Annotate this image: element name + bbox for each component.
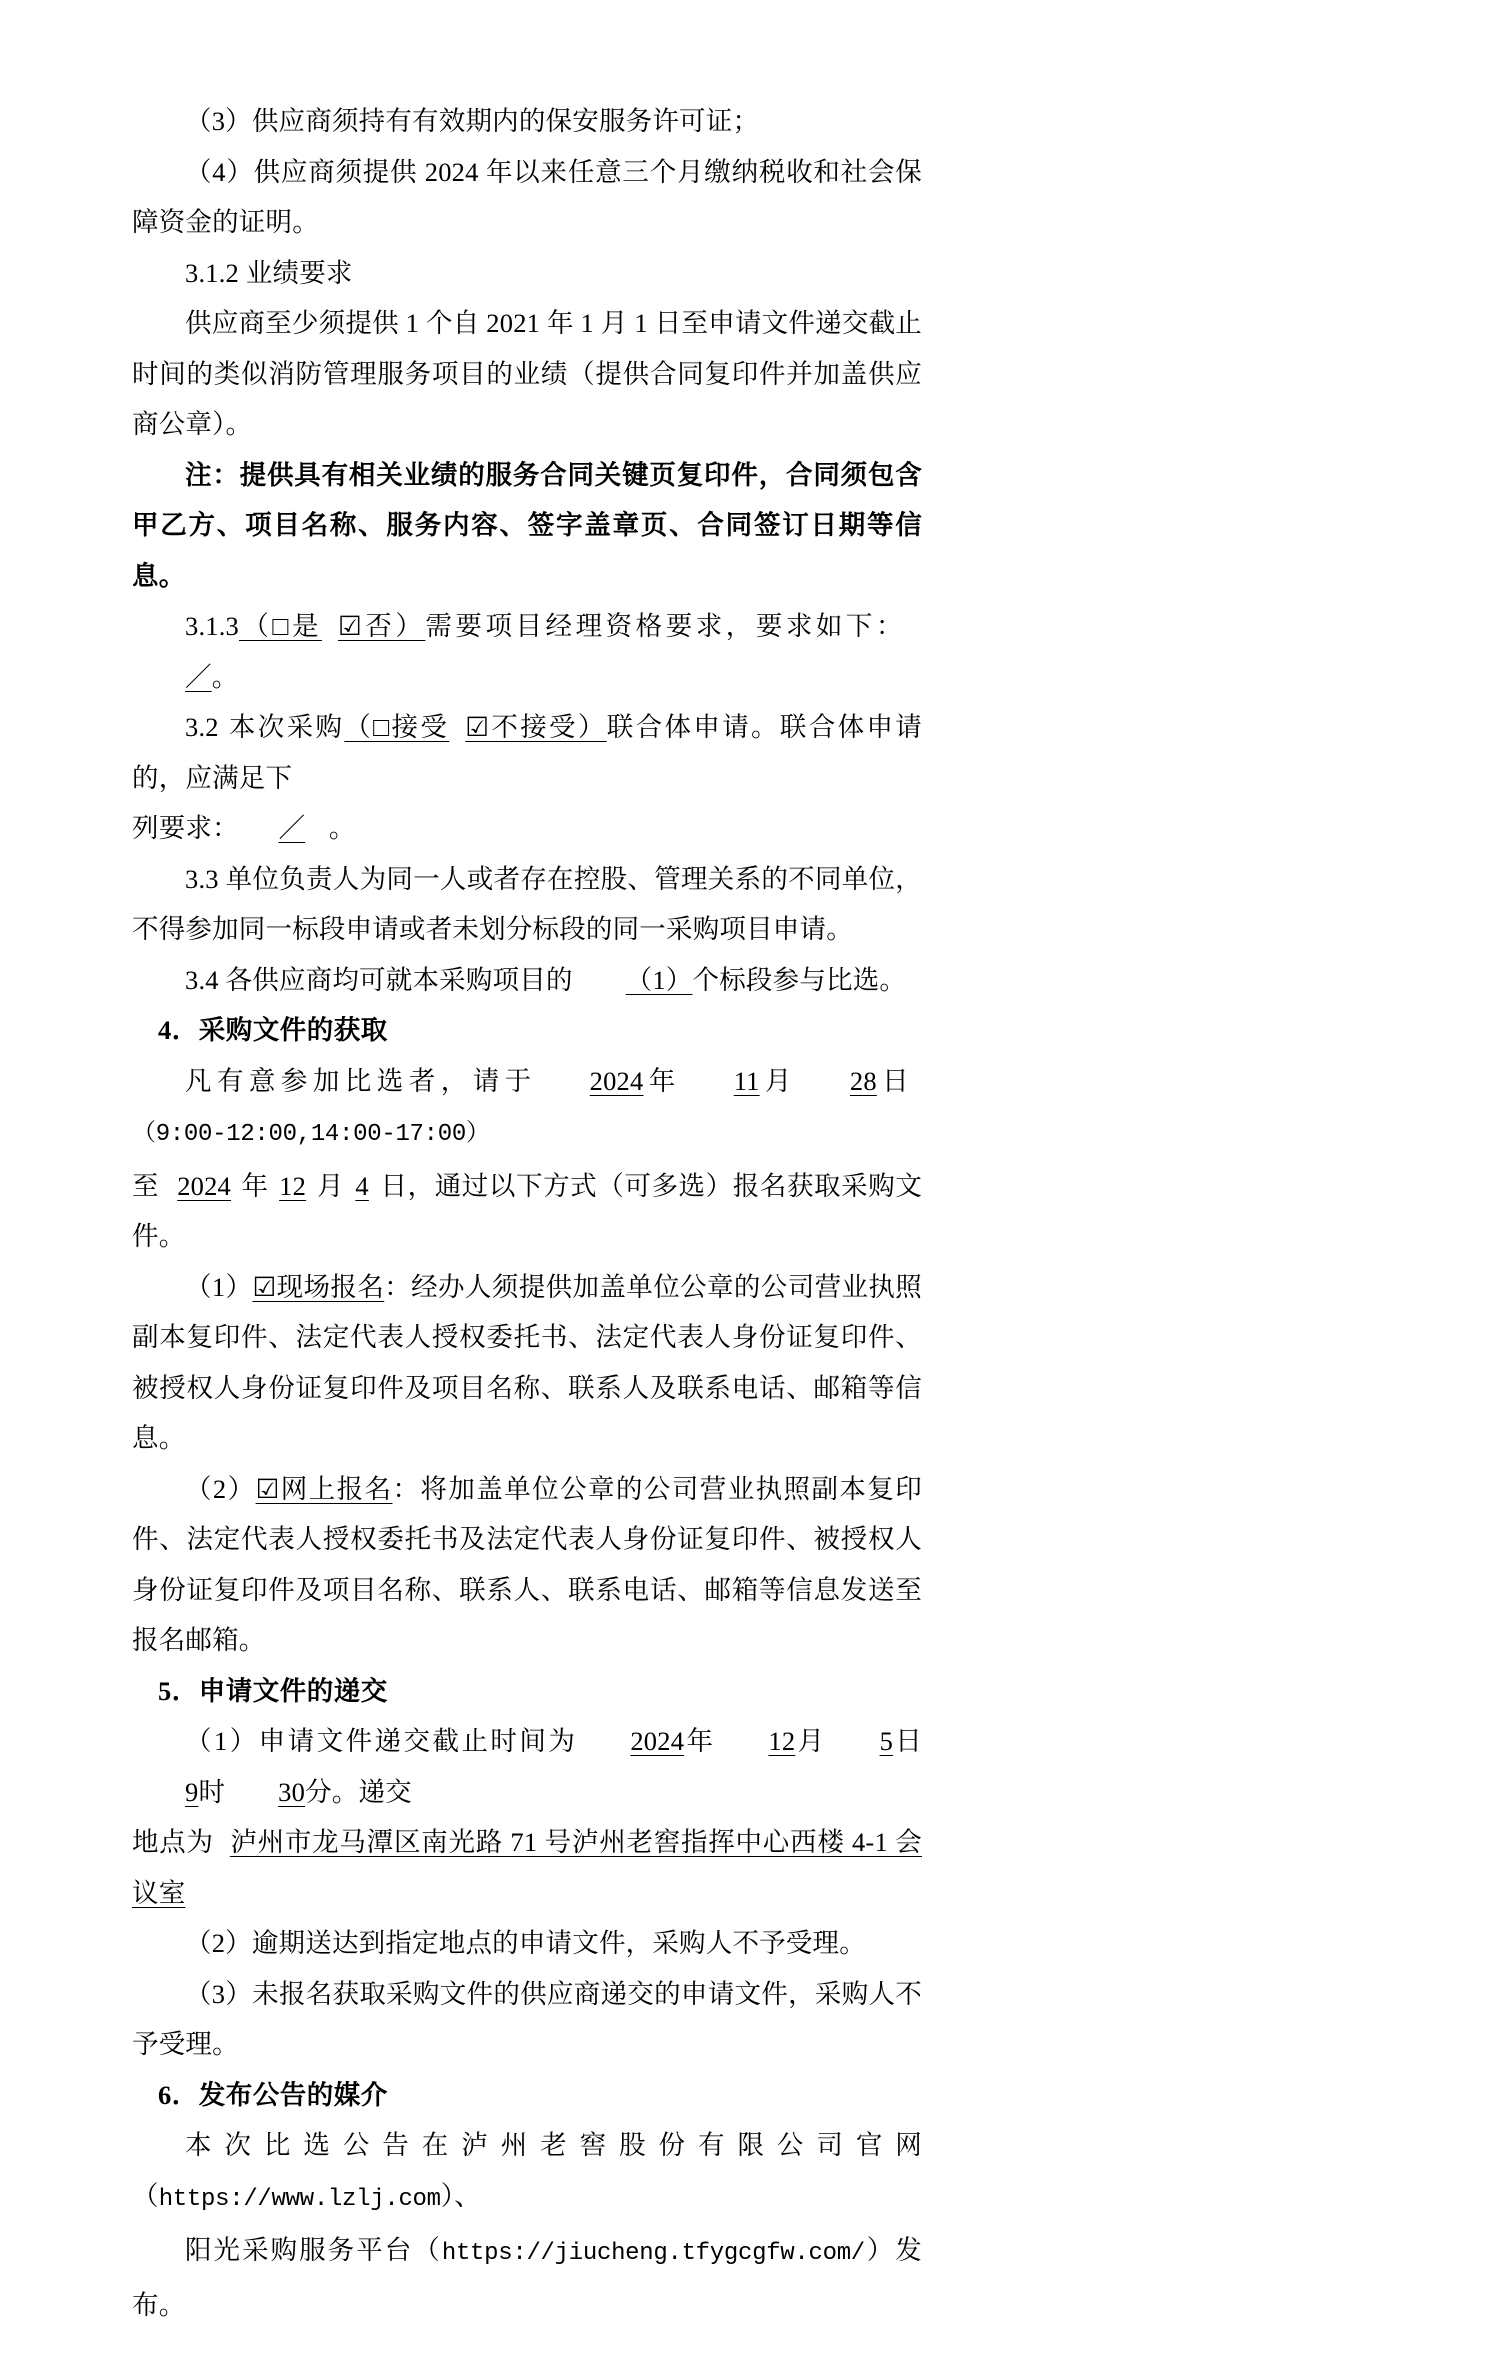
consortium-field[interactable] — [344, 712, 606, 742]
pickup-end-tail: ，通过以下方式（可多选）报名获取采购文件。 — [132, 1170, 923, 1251]
pickup-time-range: （9:00-12:00,14:00-17:00） — [132, 1121, 490, 1148]
year-unit: 年 — [643, 1065, 681, 1096]
section-heading-3-1-2: 3.1.2 业绩要求 — [185, 257, 353, 288]
day-unit: 日 — [380, 1170, 408, 1201]
hour-unit: 时 — [198, 1776, 226, 1807]
submission-deadline-tail: 。递交 — [331, 1776, 412, 1807]
pm-qualification-field[interactable] — [239, 611, 425, 641]
section-3-1-3 — [132, 601, 922, 702]
platform-lead: 阳光采购服务平台（ — [185, 2235, 442, 2265]
day-unit: 日 — [876, 1065, 915, 1096]
deadline-year[interactable]: 2024 — [630, 1726, 685, 1756]
pickup-start-day[interactable]: 28 — [849, 1065, 877, 1096]
section-3-2-line2-lead: 列要求： — [132, 813, 239, 843]
lot-count-blank[interactable]: （1） — [625, 964, 693, 995]
submission-address-line — [132, 1817, 922, 1918]
media-lead: 本次比选公告在泸州老窖股份有限公司官网（ — [132, 2130, 922, 2211]
pickup-end-day[interactable]: 4 — [355, 1170, 369, 1201]
pickup-end-month[interactable]: 12 — [279, 1170, 307, 1201]
onsite-registration-label: 现场报名 — [276, 1271, 385, 1302]
section-3-3: 3.3 单位负责人为同一人或者存在控股、管理关系的不同单位，不得参加同一标段申请或者未划分标段的同一采购项目申请。 — [132, 863, 922, 944]
submission-deadline-lead: （1）申请文件递交截止时间为 — [185, 1726, 578, 1756]
option-label-yes: 是 — [291, 611, 322, 641]
registration-onsite — [132, 1262, 922, 1464]
month-unit: 月 — [316, 1170, 345, 1201]
pickup-end-year[interactable]: 2024 — [177, 1170, 232, 1201]
onsite-registration-text: ：经办人须提供加盖单位公章的公司营业执照副本复印件、法定代表人授权委托书、法定代表人身份证复印件、被授权人身份证复印件及项目名称、联系人及联系电话、邮箱等信息。 — [132, 1271, 922, 1453]
pickup-start-month[interactable]: 11 — [733, 1065, 760, 1096]
section-heading-5: 5．申请文件的递交 — [158, 1675, 388, 1706]
year-unit: 年 — [684, 1726, 716, 1756]
deadline-hour[interactable]: 9 — [185, 1776, 199, 1807]
deadline-day[interactable]: 5 — [879, 1726, 894, 1756]
section-number-3-1-3: 3.1.3 — [185, 611, 239, 641]
deadline-minute[interactable]: 30 — [278, 1776, 306, 1807]
item-number: （2） — [185, 1473, 256, 1504]
item-number: （1） — [185, 1271, 253, 1302]
year-unit: 年 — [241, 1170, 269, 1201]
media-body-line1 — [132, 2120, 922, 2225]
submission-note-3: （3）未报名获取采购文件的供应商递交的申请文件，采购人不予受理。 — [132, 1978, 922, 2059]
section-3-1-3-text: 需要项目经理资格要求，要求如下： — [425, 611, 907, 641]
section-4-body — [132, 1056, 922, 1161]
option-label-no: 否 — [361, 611, 396, 641]
section-4-lead: 凡有意参加比选者，请于 — [185, 1065, 537, 1096]
checkbox-checked-icon[interactable]: ☑ — [465, 712, 490, 742]
checkbox-unchecked-icon[interactable]: □ — [373, 712, 392, 742]
document-body — [132, 96, 922, 2330]
deadline-month[interactable]: 12 — [768, 1726, 796, 1756]
section-number-3-2: 3.2 — [185, 712, 219, 742]
section-3-4 — [132, 955, 922, 1006]
minute-unit: 分 — [305, 1776, 332, 1807]
section-heading-4: 4．采购文件的获取 — [158, 1015, 388, 1045]
paragraph-requirement-3: （3）供应商须持有有效期内的保安服务许可证； — [185, 106, 760, 136]
submission-deadline — [132, 1716, 922, 1817]
section-4-body-line2 — [132, 1161, 922, 1262]
media-mid: ）、 — [440, 2180, 481, 2211]
month-unit: 月 — [759, 1065, 797, 1096]
registration-online — [132, 1464, 922, 1666]
submission-note-2: （2）逾期送达到指定地点的申请文件，采购人不予受理。 — [185, 1928, 866, 1958]
period: 。 — [211, 661, 239, 692]
platform-tail: ）发布。 — [132, 2235, 922, 2320]
period: 。 — [328, 813, 356, 843]
pickup-end-lead: 至 — [132, 1170, 160, 1201]
pm-requirement-blank[interactable]: ／ — [185, 661, 212, 692]
month-unit: 月 — [795, 1726, 827, 1756]
online-registration-text: ：将加盖单位公章的公司营业执照副本复印件、法定代表人授权委托书及法定代表人身份证复印件、被授权人身份证复印件及项目名称、联系人、联系电话、邮箱等信息发送至报名邮箱。 — [132, 1473, 922, 1655]
pickup-start-year[interactable]: 2024 — [589, 1065, 644, 1096]
section-3-4-tail: 个标段参与比选。 — [692, 964, 907, 995]
open-paren: （ — [239, 611, 273, 641]
option-label-accept: 接受 — [391, 712, 450, 742]
section-3-2-line2 — [132, 803, 922, 854]
platform-url[interactable]: https://jiucheng.tfygcgfw.com/ — [441, 2240, 865, 2267]
checkbox-checked-icon[interactable]: ☑ — [255, 1473, 280, 1504]
close-paren: ） — [395, 611, 426, 641]
section-3-2-text: 联合体申请。联合体申请的，应满足下 — [132, 712, 922, 793]
submission-address-value[interactable]: 泸州市龙马潭区南光路 71 号泸州老窖指挥中心西楼 4-1 会议室 — [132, 1827, 922, 1908]
option-label-reject: 不接受 — [489, 712, 578, 742]
section-3-2 — [132, 702, 922, 803]
day-unit: 日 — [893, 1726, 923, 1756]
close-paren: ） — [577, 712, 607, 742]
paragraph-performance-body: 供应商至少须提供 1 个自 2021 年 1 月 1 日至申请文件递交截止时间的类似消防管理服务项目的业绩（提供合同复印件并加盖供应商公章）。 — [132, 308, 922, 439]
checkbox-checked-icon[interactable]: ☑ — [252, 1271, 277, 1302]
official-website-url[interactable]: https://www.lzlj.com — [158, 2185, 441, 2213]
section-3-2-lead: 本次采购 — [226, 712, 345, 742]
online-registration-label: 网上报名 — [279, 1473, 393, 1504]
checkbox-checked-icon[interactable]: ☑ — [337, 611, 362, 641]
media-body-line2 — [132, 2225, 922, 2330]
paragraph-performance-note: 注：提供具有相关业绩的服务合同关键页复印件，合同须包含甲乙方、项目名称、服务内容、签字盖章页、合同签订日期等信息。 — [132, 459, 922, 591]
checkbox-unchecked-icon[interactable]: □ — [272, 611, 292, 641]
online-registration-option[interactable] — [256, 1474, 393, 1504]
paragraph-requirement-4: （4）供应商须提供 2024 年以来任意三个月缴纳税收和社会保障资金的证明。 — [132, 156, 922, 237]
open-paren: （ — [344, 712, 374, 742]
onsite-registration-option[interactable] — [252, 1272, 384, 1302]
consortium-requirement-blank[interactable]: ／ — [278, 813, 306, 843]
section-heading-6: 6．发布公告的媒介 — [158, 2079, 388, 2110]
section-3-4-lead: 3.4 各供应商均可就本采购项目的 — [185, 964, 573, 995]
submission-address-lead: 地点为 — [132, 1827, 214, 1857]
